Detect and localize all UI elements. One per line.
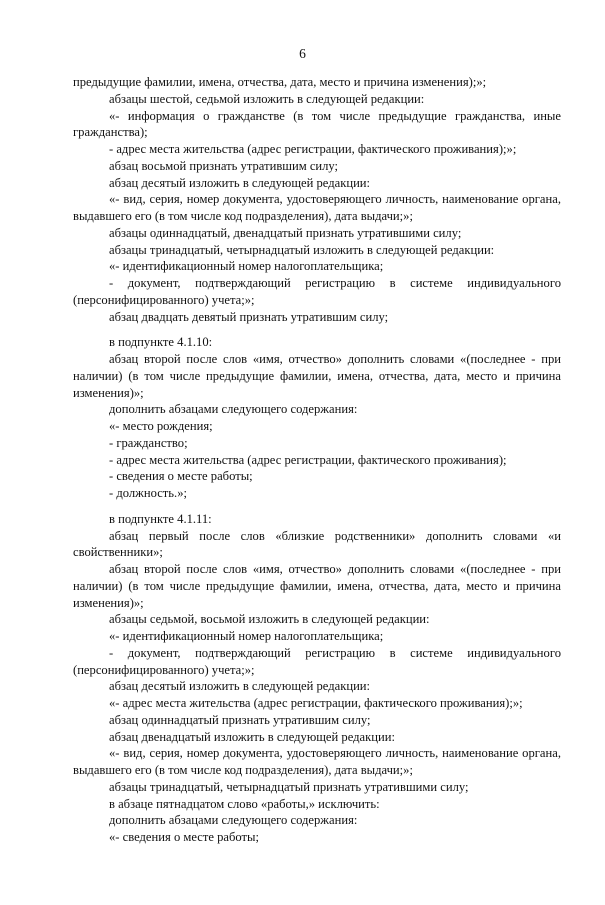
paragraph: абзац первый после слов «близкие родственники» дополнить словами «и свойственники»; <box>73 528 561 560</box>
paragraph: - адрес места жительства (адрес регистрации, фактического проживания);»; <box>109 142 517 156</box>
paragraph: дополнить абзацами следующего содержания: <box>109 813 358 828</box>
document-body <box>73 74 561 846</box>
paragraph: в абзаце пятнадцатом слово «работы,» исключить: <box>109 796 380 811</box>
paragraph: «- информация о гражданстве (в том числе предыдущие гражданства, иные гражданства); <box>73 108 561 140</box>
paragraph: в подпункте 4.1.11: <box>109 511 212 526</box>
paragraph: - должность.»; <box>109 486 187 500</box>
paragraph: абзацы седьмой, восьмой изложить в следующей редакции: <box>109 612 430 627</box>
paragraph: «- вид, серия, номер документа, удостоверяющего личность, наименование органа, выдавшего его (в том числе код подразделения), дата выдачи;»; <box>73 192 561 223</box>
paragraph: абзацы шестой, седьмой изложить в следующей редакции: <box>109 91 425 106</box>
paragraph: абзац двенадцатый изложить в следующей редакции: <box>109 729 395 744</box>
paragraph: абзац одиннадцатый признать утратившим силу; <box>109 712 371 727</box>
paragraph: абзац двадцать девятый признать утратившим силу; <box>109 309 389 324</box>
paragraph: абзац десятый изложить в следующей редакции: <box>109 679 371 694</box>
paragraph: - сведения о месте работы; <box>109 469 253 484</box>
paragraph: - адрес места жительства (адрес регистрации, фактического проживания); <box>109 452 507 467</box>
paragraph: «- сведения о месте работы; <box>109 830 259 844</box>
paragraph: - документ, подтверждающий регистрацию в системе индивидуального (персонифицированного) учета;»; <box>73 276 561 307</box>
paragraph: абзац десятый изложить в следующей редакции: <box>109 175 371 190</box>
paragraph: абзацы одиннадцатый, двенадцатый признать утратившими силу; <box>109 225 462 240</box>
paragraph: абзац восьмой признать утратившим силу; <box>109 158 339 173</box>
paragraph: - гражданство; <box>109 435 188 450</box>
paragraph: абзацы тринадцатый, четырнадцатый признать утратившими силу; <box>109 779 469 794</box>
paragraph: дополнить абзацами следующего содержания: <box>109 402 358 417</box>
paragraph: абзацы тринадцатый, четырнадцатый изложить в следующей редакции: <box>109 242 495 257</box>
paragraph: «- место рождения; <box>109 419 213 433</box>
paragraph: предыдущие фамилии, имена, отчества, дата, место и причина изменения);»; <box>73 75 487 89</box>
paragraph: в подпункте 4.1.10: <box>109 335 213 350</box>
paragraph: абзац второй после слов «имя, отчество» дополнить словами «(последнее - при наличии) (в том числе предыдущие фамилии, имена, отчества, дата, место и причина изменения)»; <box>73 562 561 610</box>
paragraph: - документ, подтверждающий регистрацию в системе индивидуального (персонифицированного) учета;»; <box>73 645 561 677</box>
paragraph: абзац второй после слов «имя, отчество» дополнить словами «(последнее - при наличии) (в том числе предыдущие фамилии, имена, отчества, дата, место и причина изменения)»; <box>73 352 561 400</box>
paragraph: «- идентификационный номер налогоплательщика; <box>109 259 384 274</box>
page-number: 6 <box>299 46 306 61</box>
paragraph: «- идентификационный номер налогоплательщика; <box>109 629 384 643</box>
paragraph: «- адрес места жительства (адрес регистрации, фактического проживания);»; <box>109 696 523 710</box>
paragraph: «- вид, серия, номер документа, удостоверяющего личность, наименование органа, выдавшего его (в том числе код подразделения), дата выдачи;»; <box>73 746 561 777</box>
